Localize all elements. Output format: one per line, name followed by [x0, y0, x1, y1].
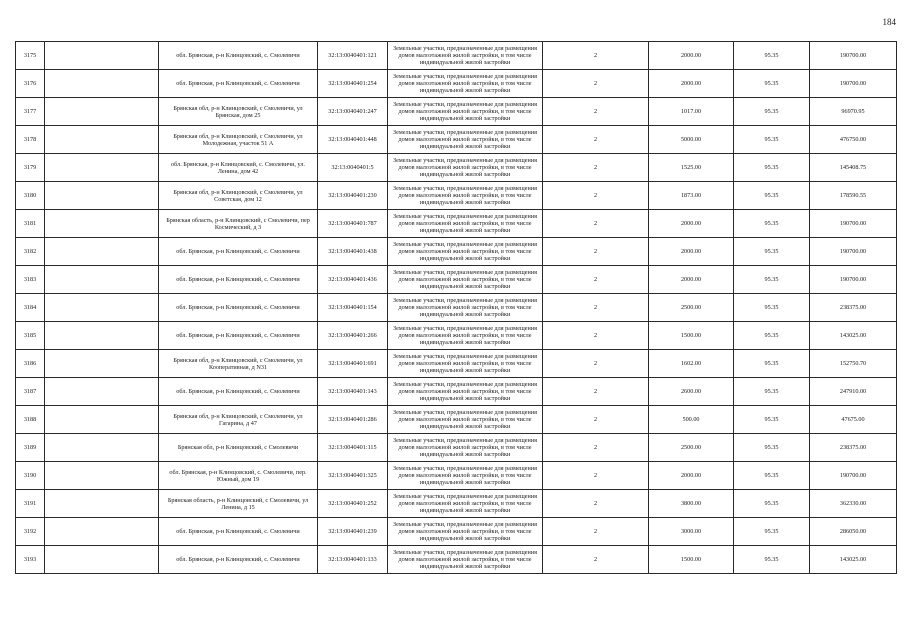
empty-cell	[45, 490, 159, 518]
row-number-cell: 3182	[16, 238, 45, 266]
cadastral-number-cell: 32:13:0040401:230	[318, 182, 388, 210]
land-category-cell: Земельные участки, предназначенные для размещения домов малоэтажной жилой застройки, в том числе индивидуальной жилой застройки	[388, 42, 543, 70]
group-cell: 2	[543, 546, 649, 574]
empty-cell	[45, 322, 159, 350]
address-cell: обл. Брянская, р-н Клинцовский, с. Смолевичи	[159, 294, 318, 322]
cadastral-number-cell: 32:13:0040401:5	[318, 154, 388, 182]
table-row	[16, 238, 897, 266]
cadastral-cost-cell: 286050.00	[810, 518, 897, 546]
cadastral-number-cell: 32:13:0040401:691	[318, 350, 388, 378]
row-number-cell: 3179	[16, 154, 45, 182]
land-category-cell: Земельные участки, предназначенные для размещения домов малоэтажной жилой застройки, в том числе индивидуальной жилой застройки	[388, 518, 543, 546]
cadastral-cost-cell: 152750.70	[810, 350, 897, 378]
empty-cell	[45, 266, 159, 294]
cadastral-cost-cell: 238375.00	[810, 294, 897, 322]
specific-value-cell: 95.35	[734, 154, 810, 182]
cadastral-number-cell: 32:13:0040401:286	[318, 406, 388, 434]
table-row	[16, 42, 897, 70]
cadastral-cost-cell: 143025.00	[810, 546, 897, 574]
group-cell: 2	[543, 490, 649, 518]
empty-cell	[45, 518, 159, 546]
cadastral-cost-cell: 190700.00	[810, 238, 897, 266]
specific-value-cell: 95.35	[734, 210, 810, 238]
land-category-cell: Земельные участки, предназначенные для размещения домов малоэтажной жилой застройки, в том числе индивидуальной жилой застройки	[388, 154, 543, 182]
land-category-cell: Земельные участки, предназначенные для размещения домов малоэтажной жилой застройки, в том числе индивидуальной жилой застройки	[388, 238, 543, 266]
table-row	[16, 294, 897, 322]
address-cell: обл. Брянская, р-н Клинцовский, с. Смолевичи	[159, 266, 318, 294]
address-cell: обл. Брянская, р-н Клинцовский, с. Смолевичи	[159, 518, 318, 546]
cadastral-number-cell: 32:13:0040401:252	[318, 490, 388, 518]
row-number-cell: 3189	[16, 434, 45, 462]
cadastral-cost-cell: 190700.00	[810, 70, 897, 98]
table-row	[16, 98, 897, 126]
address-cell: Брянская обл, р-н Клинцовский, с Смолевичи, ул Советская, дом 12	[159, 182, 318, 210]
land-category-cell: Земельные участки, предназначенные для размещения домов малоэтажной жилой застройки, в том числе индивидуальной жилой застройки	[388, 98, 543, 126]
cadastral-number-cell: 32:13:0040401:436	[318, 266, 388, 294]
cadastral-number-cell: 32:13:0040401:438	[318, 238, 388, 266]
cadastral-number-cell: 32:13:0040401:247	[318, 98, 388, 126]
cadastral-number-cell: 32:13:0040401:239	[318, 518, 388, 546]
row-number-cell: 3188	[16, 406, 45, 434]
group-cell: 2	[543, 434, 649, 462]
area-cell: 2600.00	[649, 378, 734, 406]
land-category-cell: Земельные участки, предназначенные для размещения домов малоэтажной жилой застройки, в том числе индивидуальной жилой застройки	[388, 70, 543, 98]
cadastral-cost-cell: 476750.00	[810, 126, 897, 154]
area-cell: 2500.00	[649, 294, 734, 322]
land-category-cell: Земельные участки, предназначенные для размещения домов малоэтажной жилой застройки, в том числе индивидуальной жилой застройки	[388, 322, 543, 350]
group-cell: 2	[543, 154, 649, 182]
cadastral-cost-cell: 145408.75	[810, 154, 897, 182]
group-cell: 2	[543, 462, 649, 490]
table-row	[16, 350, 897, 378]
land-category-cell: Земельные участки, предназначенные для размещения домов малоэтажной жилой застройки, в том числе индивидуальной жилой застройки	[388, 462, 543, 490]
group-cell: 2	[543, 518, 649, 546]
group-cell: 2	[543, 98, 649, 126]
cadastral-cost-cell: 178590.55	[810, 182, 897, 210]
row-number-cell: 3180	[16, 182, 45, 210]
cadastral-number-cell: 32:13:0040401:787	[318, 210, 388, 238]
address-cell: обл. Брянская, р-н Клинцовский, с. Смолевичи	[159, 378, 318, 406]
page-number: 184	[882, 17, 896, 27]
cadastral-cost-cell: 190700.00	[810, 42, 897, 70]
empty-cell	[45, 350, 159, 378]
area-cell: 2500.00	[649, 434, 734, 462]
area-cell: 1873.00	[649, 182, 734, 210]
specific-value-cell: 95.35	[734, 462, 810, 490]
specific-value-cell: 95.35	[734, 182, 810, 210]
group-cell: 2	[543, 350, 649, 378]
row-number-cell: 3187	[16, 378, 45, 406]
table-row	[16, 378, 897, 406]
empty-cell	[45, 154, 159, 182]
land-category-cell: Земельные участки, предназначенные для размещения домов малоэтажной жилой застройки, в том числе индивидуальной жилой застройки	[388, 294, 543, 322]
row-number-cell: 3190	[16, 462, 45, 490]
specific-value-cell: 95.35	[734, 490, 810, 518]
land-category-cell: Земельные участки, предназначенные для размещения домов малоэтажной жилой застройки, в том числе индивидуальной жилой застройки	[388, 266, 543, 294]
row-number-cell: 3181	[16, 210, 45, 238]
land-registry-table	[15, 41, 897, 574]
group-cell: 2	[543, 238, 649, 266]
area-cell: 1500.00	[649, 546, 734, 574]
table-row	[16, 210, 897, 238]
address-cell: обл. Брянская, р-н Клинцовский, с. Смолевичи, пер. Южный, дом 19	[159, 462, 318, 490]
cadastral-number-cell: 32:13:0040401:115	[318, 434, 388, 462]
area-cell: 2000.00	[649, 42, 734, 70]
area-cell: 5000.00	[649, 126, 734, 154]
empty-cell	[45, 126, 159, 154]
specific-value-cell: 95.35	[734, 406, 810, 434]
table-row	[16, 126, 897, 154]
specific-value-cell: 95.35	[734, 126, 810, 154]
cadastral-cost-cell: 247910.00	[810, 378, 897, 406]
area-cell: 2000.00	[649, 266, 734, 294]
cadastral-cost-cell: 96970.95	[810, 98, 897, 126]
area-cell: 1500.00	[649, 322, 734, 350]
area-cell: 1525.00	[649, 154, 734, 182]
cadastral-number-cell: 32:13:0040401:133	[318, 546, 388, 574]
address-cell: Брянская обл, р-н Клинцовский, с Смолевичи, ул Гагарина, д 47	[159, 406, 318, 434]
empty-cell	[45, 210, 159, 238]
specific-value-cell: 95.35	[734, 70, 810, 98]
row-number-cell: 3184	[16, 294, 45, 322]
address-cell: обл. Брянская, р-н Клинцовский, с. Смолевичи	[159, 546, 318, 574]
land-category-cell: Земельные участки, предназначенные для размещения домов малоэтажной жилой застройки, в том числе индивидуальной жилой застройки	[388, 490, 543, 518]
group-cell: 2	[543, 266, 649, 294]
cadastral-cost-cell: 190700.00	[810, 462, 897, 490]
land-category-cell: Земельные участки, предназначенные для размещения домов малоэтажной жилой застройки, в том числе индивидуальной жилой застройки	[388, 182, 543, 210]
empty-cell	[45, 406, 159, 434]
table-row	[16, 518, 897, 546]
empty-cell	[45, 546, 159, 574]
row-number-cell: 3183	[16, 266, 45, 294]
land-category-cell: Земельные участки, предназначенные для размещения домов малоэтажной жилой застройки, в том числе индивидуальной жилой застройки	[388, 210, 543, 238]
address-cell: обл. Брянская, р-н Клинцовский, с. Смолевичи, ул. Ленина, дом 42	[159, 154, 318, 182]
specific-value-cell: 95.35	[734, 42, 810, 70]
cadastral-number-cell: 32:13:0040401:154	[318, 294, 388, 322]
area-cell: 3800.00	[649, 490, 734, 518]
empty-cell	[45, 434, 159, 462]
row-number-cell: 3178	[16, 126, 45, 154]
row-number-cell: 3177	[16, 98, 45, 126]
address-cell: обл. Брянская, р-н Клинцовский, с. Смолевичи	[159, 70, 318, 98]
cadastral-number-cell: 32:13:0040401:121	[318, 42, 388, 70]
area-cell: 2000.00	[649, 70, 734, 98]
address-cell: Брянская обл, р-н Клинцовский, с Смолевичи, ул Кооперативная, д N31	[159, 350, 318, 378]
address-cell: обл. Брянская, р-н Клинцовский, с. Смолевичи	[159, 42, 318, 70]
table-row	[16, 490, 897, 518]
specific-value-cell: 95.35	[734, 378, 810, 406]
cadastral-cost-cell: 190700.00	[810, 210, 897, 238]
empty-cell	[45, 98, 159, 126]
cadastral-cost-cell: 190700.00	[810, 266, 897, 294]
table-row	[16, 154, 897, 182]
area-cell: 2000.00	[649, 462, 734, 490]
cadastral-cost-cell: 47675.00	[810, 406, 897, 434]
table-body	[16, 42, 897, 574]
table-row	[16, 322, 897, 350]
group-cell: 2	[543, 294, 649, 322]
table-row	[16, 182, 897, 210]
group-cell: 2	[543, 42, 649, 70]
specific-value-cell: 95.35	[734, 518, 810, 546]
cadastral-number-cell: 32:13:0040401:143	[318, 378, 388, 406]
address-cell: Брянская обл, р-н Клинцовский, с Смолевичи, ул Брянская, дом 25	[159, 98, 318, 126]
address-cell: обл. Брянская, р-н Клинцовский, с. Смолевичи	[159, 238, 318, 266]
empty-cell	[45, 294, 159, 322]
address-cell: Брянская обл, р-н Клинцовский, с Смолевичи, ул Молодежная, участок 51 А	[159, 126, 318, 154]
specific-value-cell: 95.35	[734, 434, 810, 462]
land-category-cell: Земельные участки, предназначенные для размещения домов малоэтажной жилой застройки, в том числе индивидуальной жилой застройки	[388, 126, 543, 154]
cadastral-cost-cell: 143025.00	[810, 322, 897, 350]
empty-cell	[45, 238, 159, 266]
group-cell: 2	[543, 406, 649, 434]
specific-value-cell: 95.35	[734, 98, 810, 126]
table-row	[16, 546, 897, 574]
area-cell: 1602.00	[649, 350, 734, 378]
land-category-cell: Земельные участки, предназначенные для размещения домов малоэтажной жилой застройки, в том числе индивидуальной жилой застройки	[388, 406, 543, 434]
row-number-cell: 3185	[16, 322, 45, 350]
table-row	[16, 434, 897, 462]
table-row	[16, 406, 897, 434]
row-number-cell: 3175	[16, 42, 45, 70]
cadastral-cost-cell: 238375.00	[810, 434, 897, 462]
specific-value-cell: 95.35	[734, 238, 810, 266]
land-category-cell: Земельные участки, предназначенные для размещения домов малоэтажной жилой застройки, в том числе индивидуальной жилой застройки	[388, 434, 543, 462]
group-cell: 2	[543, 126, 649, 154]
cadastral-number-cell: 32:13:0040401:266	[318, 322, 388, 350]
specific-value-cell: 95.35	[734, 266, 810, 294]
address-cell: Брянская область, р-н Клинцовский, с Смолевичи, ул Ленина, д 15	[159, 490, 318, 518]
row-number-cell: 3186	[16, 350, 45, 378]
cadastral-number-cell: 32:13:0040401:325	[318, 462, 388, 490]
area-cell: 3000.00	[649, 518, 734, 546]
address-cell: Брянская обл, р-н Клинцовский, с Смолевичи	[159, 434, 318, 462]
specific-value-cell: 95.35	[734, 546, 810, 574]
area-cell: 2000.00	[649, 210, 734, 238]
cadastral-number-cell: 32:13:0040401:448	[318, 126, 388, 154]
specific-value-cell: 95.35	[734, 322, 810, 350]
specific-value-cell: 95.35	[734, 350, 810, 378]
specific-value-cell: 95.35	[734, 294, 810, 322]
row-number-cell: 3176	[16, 70, 45, 98]
table-row	[16, 266, 897, 294]
cadastral-number-cell: 32:13:0040401:254	[318, 70, 388, 98]
row-number-cell: 3191	[16, 490, 45, 518]
row-number-cell: 3193	[16, 546, 45, 574]
cadastral-cost-cell: 362330.00	[810, 490, 897, 518]
empty-cell	[45, 70, 159, 98]
group-cell: 2	[543, 378, 649, 406]
area-cell: 2000.00	[649, 238, 734, 266]
group-cell: 2	[543, 182, 649, 210]
empty-cell	[45, 462, 159, 490]
group-cell: 2	[543, 322, 649, 350]
table-row	[16, 462, 897, 490]
area-cell: 1017.00	[649, 98, 734, 126]
row-number-cell: 3192	[16, 518, 45, 546]
land-category-cell: Земельные участки, предназначенные для размещения домов малоэтажной жилой застройки, в том числе индивидуальной жилой застройки	[388, 350, 543, 378]
group-cell: 2	[543, 70, 649, 98]
group-cell: 2	[543, 210, 649, 238]
empty-cell	[45, 42, 159, 70]
table-row	[16, 70, 897, 98]
empty-cell	[45, 378, 159, 406]
area-cell: 500.00	[649, 406, 734, 434]
land-category-cell: Земельные участки, предназначенные для размещения домов малоэтажной жилой застройки, в том числе индивидуальной жилой застройки	[388, 546, 543, 574]
address-cell: Брянская область, р-н Клинцовский, с Смолевичи, пер Космический, д 3	[159, 210, 318, 238]
empty-cell	[45, 182, 159, 210]
address-cell: обл. Брянская, р-н Клинцовский, с. Смолевичи	[159, 322, 318, 350]
land-category-cell: Земельные участки, предназначенные для размещения домов малоэтажной жилой застройки, в том числе индивидуальной жилой застройки	[388, 378, 543, 406]
